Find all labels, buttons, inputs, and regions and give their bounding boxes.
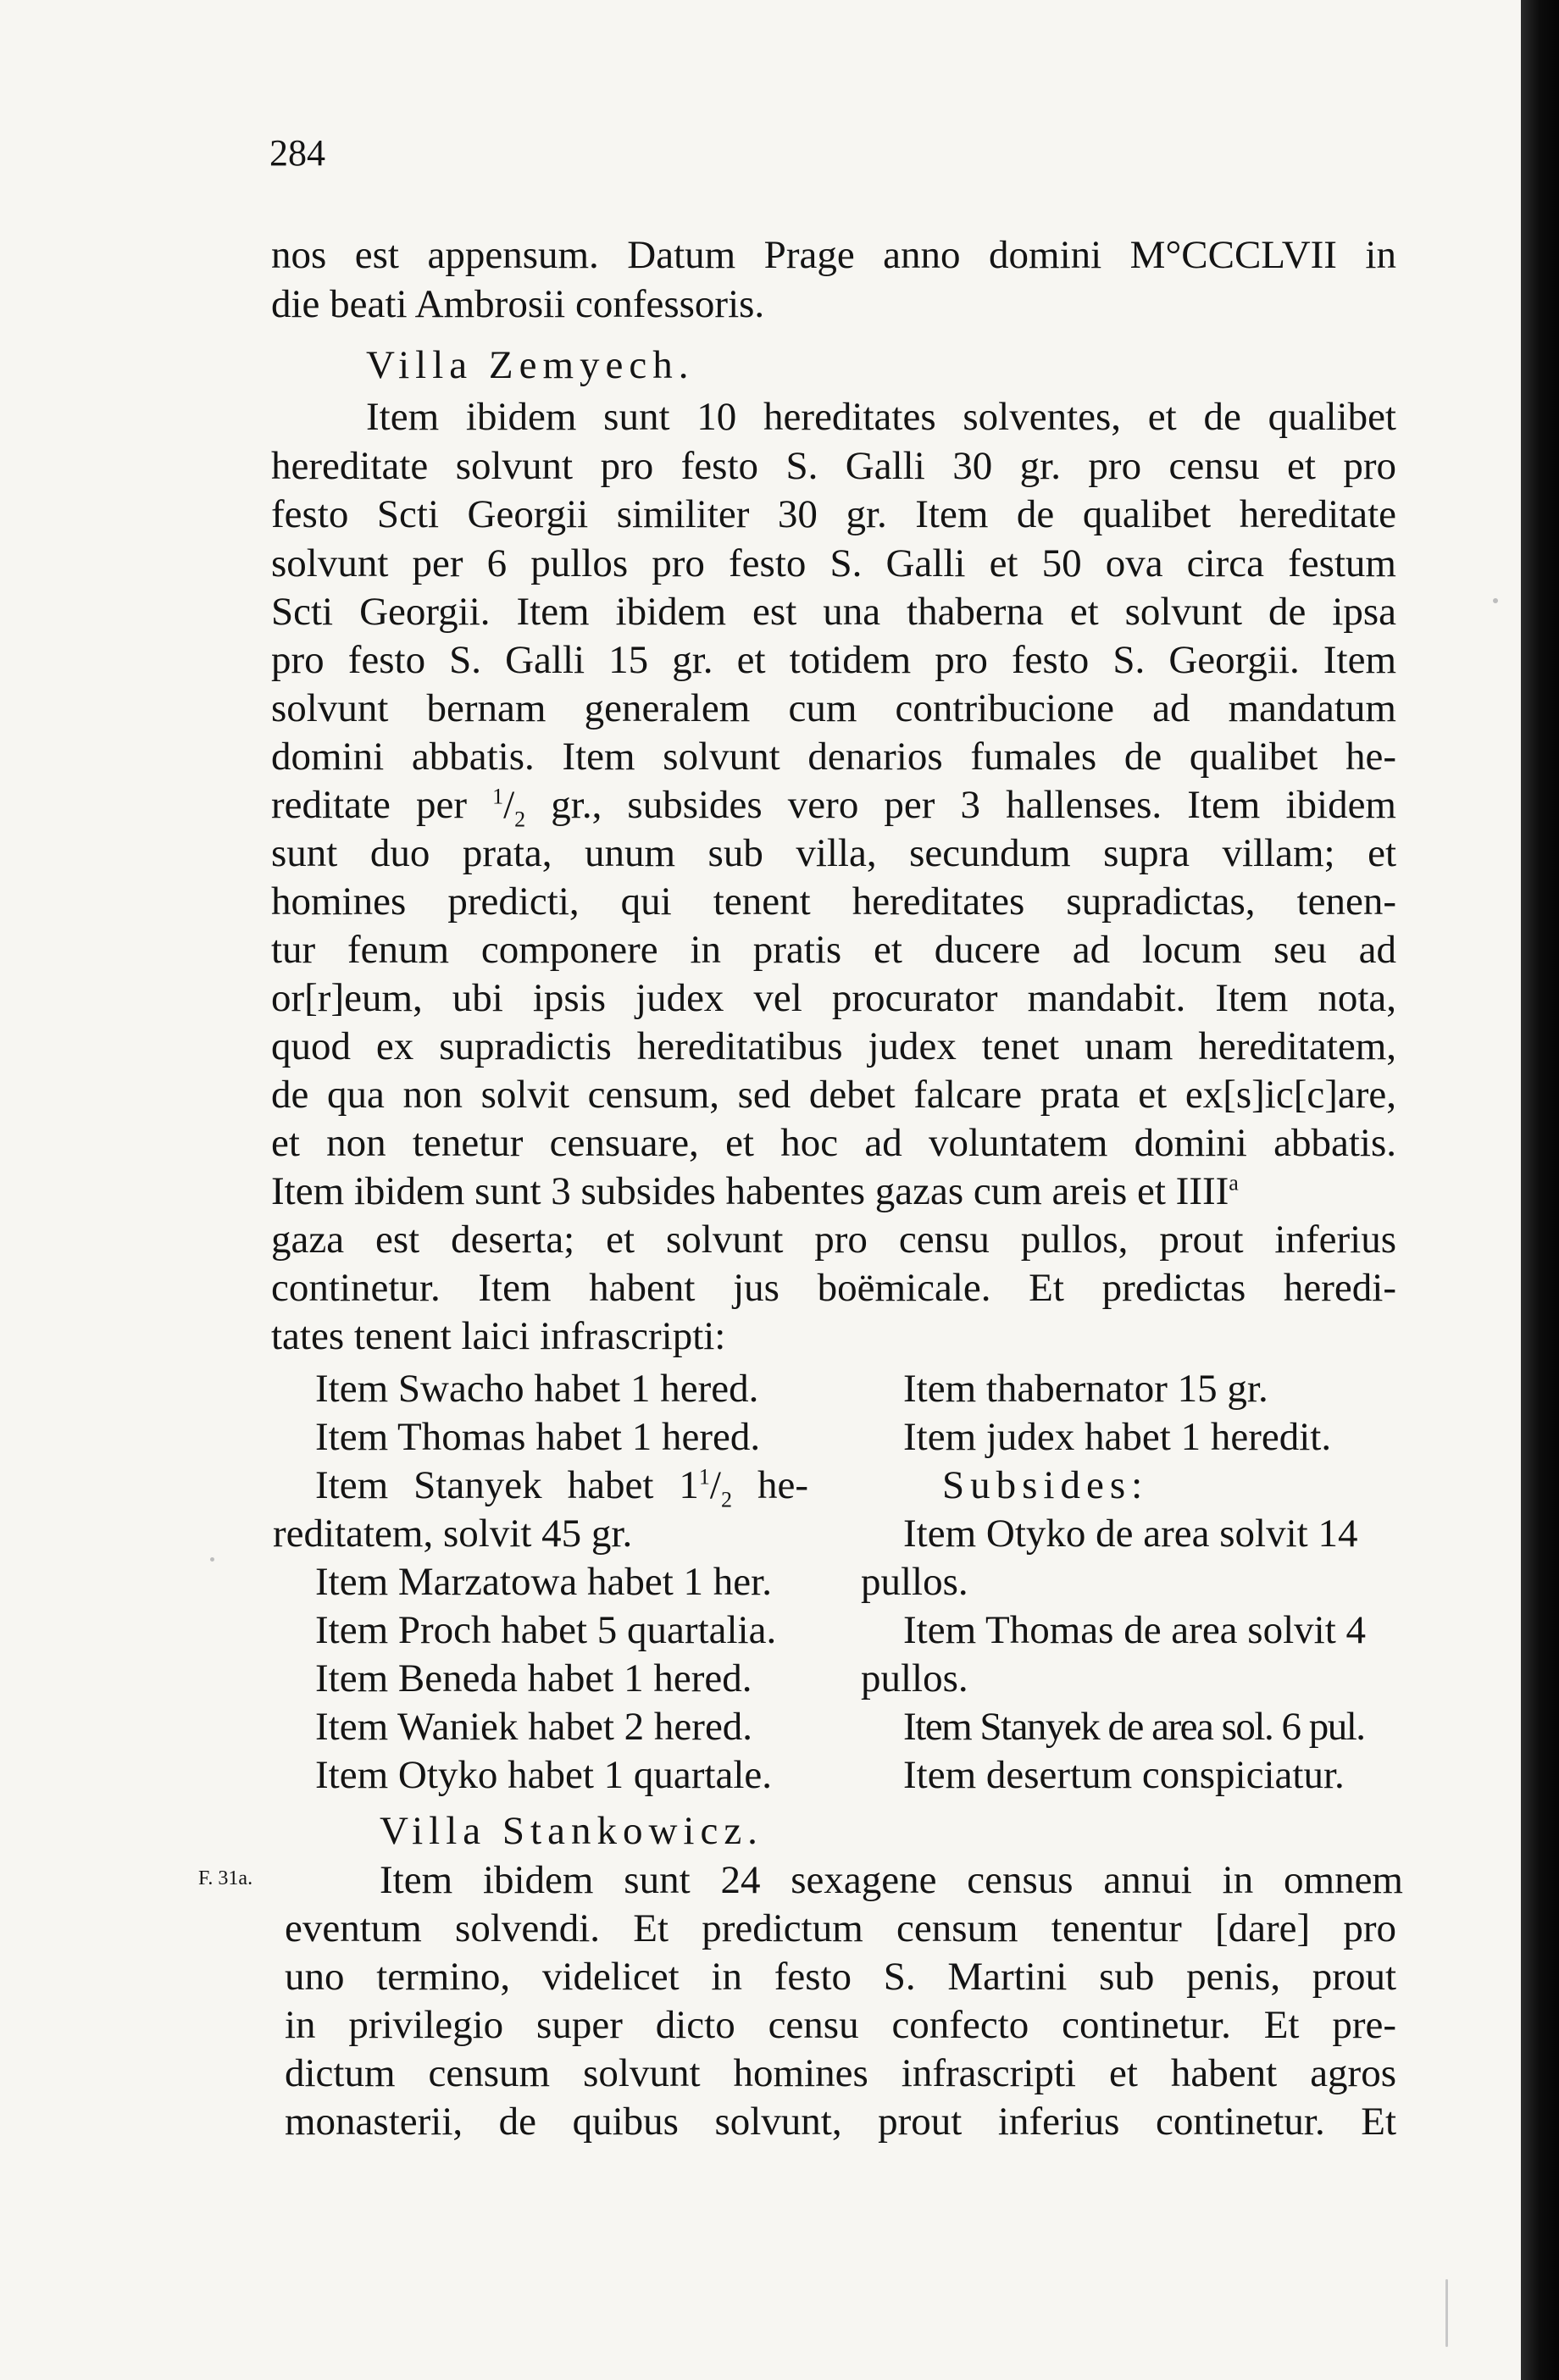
scan-speck: [1493, 598, 1498, 603]
list-item: Item Waniek habet 2 hered.: [315, 1705, 753, 1749]
list-item: Item thabernator 15 gr.: [903, 1367, 1268, 1411]
margin-note: F. 31a.: [198, 1867, 253, 1889]
list-item: Item Beneda habet 1 hered.: [315, 1656, 752, 1700]
list-item: pullos.: [861, 1656, 968, 1700]
text-line: sunt duo prata, unum sub villa, secundum supra villam; et: [271, 831, 1396, 875]
list-item: Item Thomas de area solvit 4: [903, 1608, 1367, 1652]
text-line: domini abbatis. Item solvunt denarios fumales de qualibet he-: [271, 735, 1396, 779]
text-line: eventum solvendi. Et predictum censum tenentur [dare] pro: [285, 1906, 1396, 1950]
text-line: uno termino, videlicet in festo S. Martini sub penis, prout: [285, 1955, 1396, 1999]
text-line: die beati Ambrosii confessoris.: [271, 282, 765, 326]
page-number: 284: [269, 132, 325, 174]
text-line: [271, 780, 1396, 832]
text-fragment: Item ibidem sunt 3 subsides habentes gazas cum areis et IIII: [271, 1169, 1229, 1213]
text-line: monasterii, de quibus solvunt, prout inferius continetur. Et: [285, 2100, 1396, 2144]
text-line: et non tenetur censuare, et hoc ad voluntatem domini abbatis.: [271, 1121, 1396, 1165]
list-item: Item judex habet 1 heredit.: [903, 1415, 1332, 1459]
list-item: Item desertum conspiciatur.: [903, 1753, 1345, 1797]
text-line: Item ibidem sunt 24 sexagene census annui in omnem: [380, 1858, 1403, 1902]
list-item: Item Otyko de area solvit 14: [903, 1512, 1358, 1556]
text-line: quod ex supradictis hereditatibus judex tenet unam hereditatem,: [271, 1024, 1396, 1068]
list-item: pullos.: [861, 1560, 968, 1604]
text-line: dictum censum solvunt homines infrascripti et habent agros: [285, 2051, 1396, 2095]
left-column-list: [273, 1365, 808, 1800]
text-line: solvunt per 6 pullos pro festo S. Galli et 50 ova circa festum: [271, 541, 1396, 585]
list-item: Item Stanyek habet $1^1/_2$ he-: [315, 1463, 809, 1512]
text-line: Item ibidem sunt 10 hereditates solventes, et de qualibet: [366, 395, 1396, 439]
scan-speck: [210, 1557, 214, 1562]
list-item: Item Thomas habet 1 hered.: [315, 1415, 761, 1459]
text-line: solvunt bernam generalem cum contribucione ad mandatum: [271, 686, 1396, 730]
text-line: gaza est deserta; et solvunt pro censu pullos, prout inferius: [271, 1218, 1396, 1262]
right-column-list: [861, 1365, 1396, 1800]
text-line: tates tenent laici infrascripti:: [271, 1314, 726, 1358]
list-item: Item Proch habet 5 quartalia.: [315, 1608, 777, 1652]
text-line: or[r]eum, ubi ipsis judex vel procurator mandabit. Item nota,: [271, 976, 1396, 1020]
list-item: reditatem, solvit 45 gr.: [273, 1512, 633, 1556]
text-line: festo Scti Georgii similiter 30 gr. Item de qualibet hereditate: [271, 492, 1396, 536]
text-line: de qua non solvit censum, sed debet falcare prata et ex[s]ic[c]are,: [271, 1073, 1396, 1117]
subsides-heading: Subsides:: [942, 1463, 1149, 1507]
text-fragment: gr., subsides vero per 3 hallenses. Item ibidem: [551, 783, 1396, 827]
text-line: tur fenum componere in pratis et ducere ad locum seu ad: [271, 928, 1396, 972]
text-fragment: reditate per: [271, 783, 468, 827]
text-line: Scti Georgii. Item ibidem est una thaberna et solvunt de ipsa: [271, 590, 1396, 634]
text-line: nos est appensum. Datum Prage anno domini M°CCCLVII in: [271, 233, 1396, 277]
list-item: Item Stanyek de area sol. 6 pul.: [903, 1705, 1365, 1749]
list-item: Item Otyko habet 1 quartale.: [315, 1753, 773, 1797]
section-heading: Villa Stankowicz.: [380, 1809, 763, 1853]
scan-edge-shadow: [1521, 0, 1559, 2380]
text-line: pro festo S. Galli 15 gr. et totidem pro festo S. Georgii. Item: [271, 638, 1396, 682]
scan-mark: [1445, 2279, 1448, 2347]
list-item: Item Swacho habet 1 hered.: [315, 1367, 759, 1411]
fraction: $^1/_2$: [492, 783, 526, 832]
section-heading: Villa Zemyech.: [366, 343, 695, 387]
text-line: in privilegio super dicto censu confecto continetur. Et pre-: [285, 2003, 1396, 2047]
text-line: continetur. Item habent jus boëmicale. Et predictas heredi-: [271, 1266, 1396, 1310]
list-item: Item Marzatowa habet 1 her.: [315, 1560, 772, 1604]
text-line: homines predicti, qui tenent hereditates supradictas, tenen-: [271, 879, 1396, 924]
text-line: hereditate solvunt pro festo S. Galli 30 gr. pro censu et pro: [271, 444, 1396, 488]
superscript: a: [1229, 1170, 1239, 1196]
text-line: [271, 1167, 1396, 1216]
